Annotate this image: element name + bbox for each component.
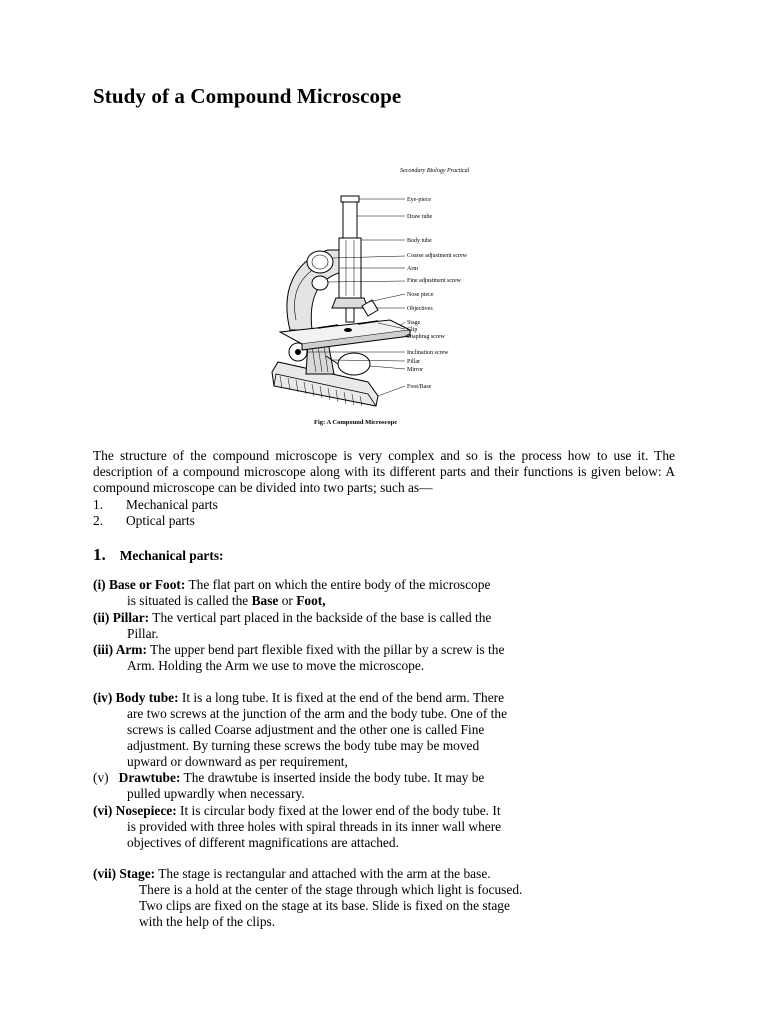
item-stage [93, 866, 693, 930]
item-text: The drawtube is inserted inside the body tube. It may be [180, 770, 485, 785]
item-label: (vii) Stage: [93, 866, 156, 881]
item-drawtube [93, 770, 693, 802]
figure-header: Secondary Biology Practical [400, 168, 470, 174]
item-text: adjustment. By turning these screws the body tube may be moved [127, 738, 480, 753]
label-pillar: Pillar [407, 359, 420, 365]
item-arm [93, 642, 693, 674]
item-text: The flat part on which the entire body of the microscope [185, 577, 491, 592]
microscope-figure [250, 160, 500, 430]
list-number: 2. [93, 513, 104, 528]
item-label: (iv) Body tube: [93, 690, 179, 705]
label-stage: Stage [407, 320, 421, 326]
label-diaphrag-screw: Diaphrag screw [407, 334, 445, 340]
intro-paragraph: The structure of the compound microscope is very complex and so is the process how to use it. The description of a compound microscope along with its different parts and their functions is given below: A compound microscope can be divided into two parts; such as— [93, 448, 675, 495]
item-text: The upper bend part flexible fixed with the pillar by a screw is the [146, 642, 505, 657]
label-eye-piece: Eye-piece [407, 197, 431, 203]
item-label: (iii) Arm: [93, 642, 147, 657]
item-text: screws is called Coarse adjustment and the other one is called Fine [127, 722, 485, 737]
label-body-tube: Body tube [407, 238, 432, 244]
item-text: upward or downward as per requirement, [127, 754, 348, 769]
item-term: Foot, [296, 593, 326, 608]
item-text: The vertical part placed in the backside of the base is called the [149, 610, 492, 625]
item-term: Base [251, 593, 279, 608]
label-mirror: Mirror [407, 367, 423, 373]
list-text: Optical parts [126, 513, 195, 528]
label-clip: Clip [407, 327, 418, 333]
item-text: is provided with three holes with spiral threads in its inner wall where [127, 819, 502, 834]
item-label: Drawtube: [118, 770, 181, 785]
label-arm: Arm [407, 266, 418, 272]
item-text: It is circular body fixed at the lower end of the body tube. It [176, 803, 501, 818]
label-coarse-adjustment: Coarse adjustment screw [407, 253, 467, 259]
item-pillar [93, 610, 693, 642]
item-text: are two screws at the junction of the arm and the body tube. One of the [127, 706, 508, 721]
label-inclination-screw: Inclination screw [407, 350, 449, 356]
item-text: with the help of the clips. [139, 914, 276, 929]
item-text: The stage is rectangular and attached with the arm at the base. [155, 866, 491, 881]
item-text: is situated is called the [127, 593, 252, 608]
item-label: (v) [93, 770, 119, 785]
page-title: Study of a Compound Microscope [93, 84, 402, 108]
item-label: (vi) Nosepiece: [93, 803, 177, 818]
label-objectives: Objectives [407, 306, 433, 312]
item-text: Two clips are fixed on the stage at its base. Slide is fixed on the stage [139, 898, 510, 913]
section-heading [93, 545, 224, 565]
item-text: It is a long tube. It is fixed at the end of the bend arm. There [178, 690, 505, 705]
section-title: Mechanical parts: [119, 548, 224, 563]
item-label: (i) Base or Foot: [93, 577, 186, 592]
label-foot-base: Foot/Base [407, 384, 432, 390]
list-text: Mechanical parts [126, 497, 218, 512]
item-nosepiece [93, 803, 693, 851]
item-base-or-foot [93, 577, 693, 609]
section-number: 1. [93, 545, 106, 564]
microscope-diagram [250, 160, 500, 430]
item-text: Pillar. [127, 626, 159, 641]
label-nose-piece: Nose piece [407, 292, 434, 298]
item-text: There is a hold at the center of the stage through which light is focused. [139, 882, 523, 897]
item-text: pulled upwardly when necessary. [127, 786, 305, 801]
figure-caption: Fig: A Compound Microscope [314, 419, 398, 426]
label-fine-adjustment: Fine adjustment screw [407, 278, 461, 284]
item-text: or [278, 593, 297, 608]
item-body-tube [93, 690, 693, 770]
item-label: (ii) Pillar: [93, 610, 150, 625]
item-text: Arm. Holding the Arm we use to move the microscope. [127, 658, 425, 673]
item-text: objectives of different magnifications are attached. [127, 835, 399, 850]
list-number: 1. [93, 497, 104, 512]
label-draw-tube: Draw tube [407, 214, 433, 220]
